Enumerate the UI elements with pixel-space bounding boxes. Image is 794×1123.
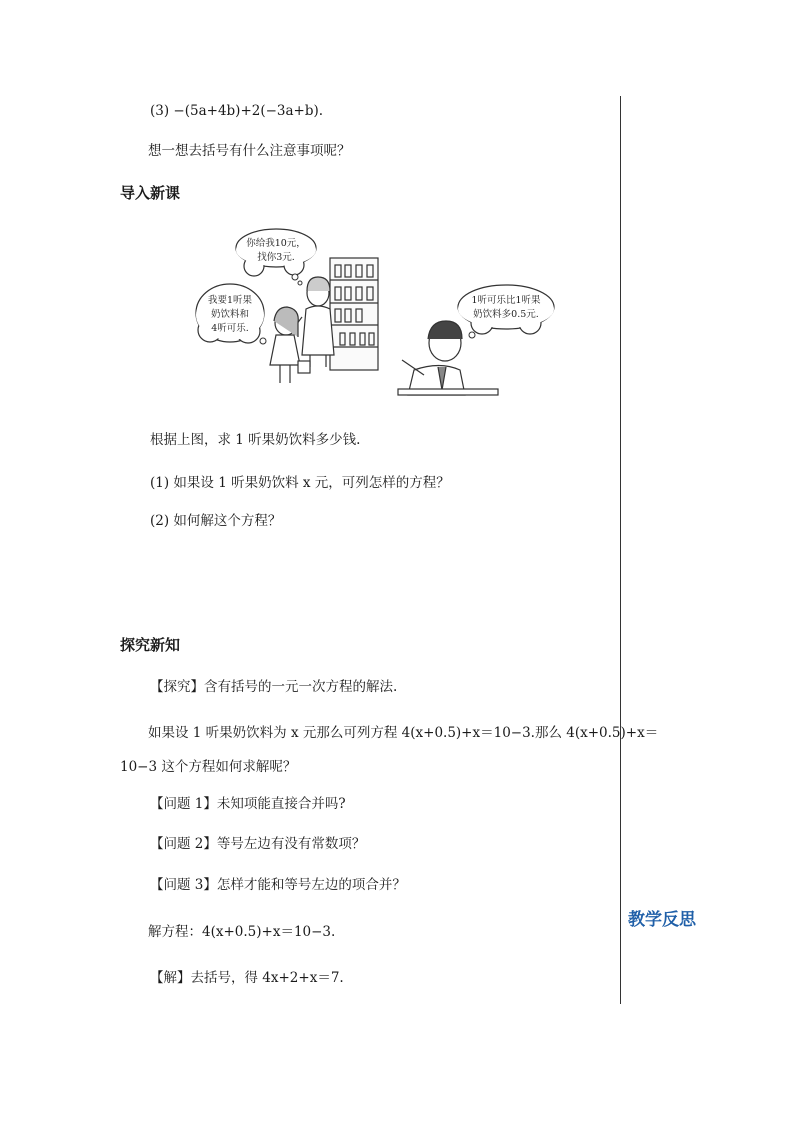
- problem-1: 【问题 1】未知项能直接合并吗?: [150, 796, 346, 812]
- intro-q2: (2) 如何解这个方程？: [150, 513, 282, 529]
- think-prompt: 想一想去括号有什么注意事项呢？: [148, 143, 351, 159]
- intro-question: 根据上图，求 1 听果奶饮料多少钱.: [150, 432, 361, 448]
- seller-speech-bubble: [236, 229, 316, 285]
- problem-2: 【问题 2】等号左边有没有常数项？: [150, 836, 366, 852]
- problem-3: 【问题 3】怎样才能和等号左边的项合并？: [150, 877, 406, 893]
- teacher-bubble-line2: 奶饮料多0.5元.: [473, 309, 539, 320]
- seller-bubble-line1: 你给我10元，: [246, 238, 306, 249]
- solve-equation: 解方程：4(x+0.5)+x＝10−3.: [148, 924, 336, 940]
- teacher-bubble-line1: 1听可乐比1听果: [471, 295, 541, 306]
- girl-bubble-line1: 我要1听果: [207, 295, 253, 306]
- explore-topic: 【探究】含有括号的一元一次方程的解法.: [150, 679, 398, 695]
- section-heading-intro: 导入新课: [120, 184, 181, 202]
- illustration: [190, 225, 570, 405]
- sidebar-teaching-reflection: 教学反思: [628, 910, 696, 930]
- girl-speech-bubble: [196, 284, 266, 344]
- vending-cabinet: [330, 258, 378, 370]
- explore-paragraph-line2: 10−3 这个方程如何求解呢？: [120, 759, 297, 775]
- girl-bubble-line3: 4听可乐.: [211, 323, 249, 334]
- teacher-speech-bubble: [458, 285, 554, 338]
- solution-step: 【解】去括号，得 4x+2+x＝7.: [150, 970, 344, 986]
- seller-bubble-line2: 找你3元.: [257, 252, 295, 263]
- intro-q1: (1) 如果设 1 听果奶饮料 x 元，可列怎样的方程？: [150, 475, 450, 491]
- explore-paragraph-line1: 如果设 1 听果奶饮料为 x 元那么可列方程 4(x+0.5)+x＝10−3.那么 4(x+0.5)+x＝: [148, 725, 659, 741]
- exercise-3: (3) −(5a+4b)+2(−3a+b).: [150, 103, 324, 119]
- margin-divider-line: [620, 96, 621, 1004]
- girl-bubble-line2: 奶饮料和: [210, 309, 250, 320]
- section-heading-explore: 探究新知: [120, 636, 181, 654]
